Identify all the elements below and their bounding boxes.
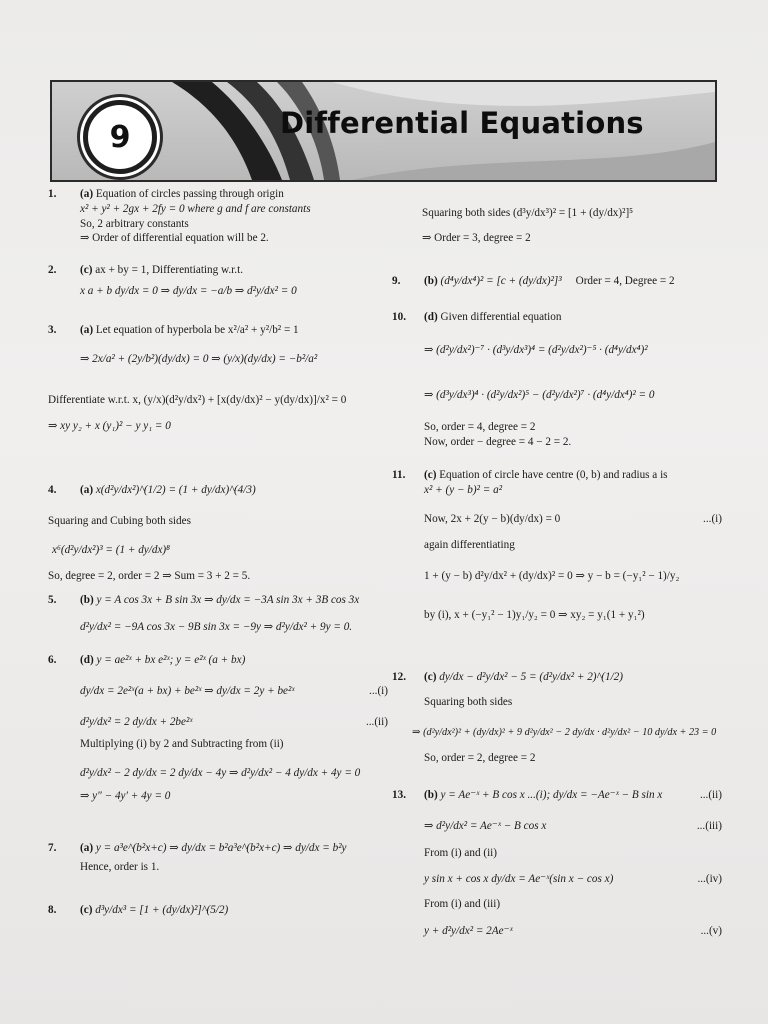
question-number: 5. <box>48 594 57 606</box>
question-number: 12. <box>392 671 406 683</box>
equation-line: d³y/dx³ = [1 + (dy/dx)²]^(5/2) <box>95 904 229 916</box>
equation-line: x(d²y/dx²)^(1/2) = (1 + dy/dx)^(4/3) <box>95 484 256 496</box>
text-line: Equation of circle have centre (0, b) and radius a is <box>439 469 668 481</box>
solution-5 <box>48 593 388 653</box>
left-column <box>48 187 388 933</box>
chapter-number-badge: 9 <box>83 100 157 174</box>
equation-tag: ...(i) <box>369 684 388 697</box>
equation-line: (d⁴y/dx⁴)² = [c + (dy/dx)²]³ <box>440 275 562 287</box>
text-line: So, order = 4, degree = 2 <box>424 421 536 434</box>
question-number: 1. <box>48 188 57 200</box>
text-line: Squaring and Cubing both sides <box>48 514 191 527</box>
answer-option: (a) <box>80 188 94 200</box>
equation-tag: ...(ii) <box>365 715 388 728</box>
text-line: Equation of circles passing through origin <box>95 188 284 200</box>
solution-9 <box>392 266 722 310</box>
equation-line: y = A cos 3x + B sin 3x ⇒ dy/dx = −3A sin 3x + 3B cos 3x <box>96 594 360 606</box>
equation-tag: ...(i) <box>703 512 722 525</box>
text-line: ax + by = 1, Differentiating w.r.t. <box>95 264 243 276</box>
text-line: So, 2 arbitrary constants <box>80 217 189 230</box>
answer-option: (b) <box>424 275 438 287</box>
solution-8 <box>48 893 388 933</box>
equation-line: y = a³e^(b²x+c) ⇒ dy/dx = b²a³e^(b²x+c) ⇒ dy/dx = b²y <box>95 842 347 854</box>
equation-tag: ...(iii) <box>696 819 722 832</box>
equation-line: y = ae²ˣ + bx e²ˣ; y = e²ˣ (a + bx) <box>96 654 246 666</box>
question-number: 9. <box>392 275 401 287</box>
solution-3 <box>48 323 388 473</box>
text-line: Let equation of hyperbola be x²/a² + y²/b² = 1 <box>95 324 299 336</box>
equation-line: y sin x + cos x dy/dx = Ae⁻ˣ(sin x − cos x) <box>424 873 614 886</box>
text-line: again differentiating <box>424 539 515 552</box>
text-line: From (i) and (ii) <box>424 846 498 859</box>
text-line: Order = 4, Degree = 2 <box>575 275 675 287</box>
solution-4 <box>48 473 388 593</box>
equation-line: ⇒ d²y/dx² = Ae⁻ˣ − B cos x <box>424 819 547 832</box>
solution-10 <box>392 310 722 468</box>
equation-line: ⇒ y″ − 4y′ + 4y = 0 <box>80 789 171 802</box>
answer-option: (c) <box>80 264 93 276</box>
answer-option: (d) <box>80 654 94 666</box>
solution-1 <box>48 187 388 263</box>
question-number: 3. <box>48 324 57 336</box>
equation-line: ⇒ (d²y/dx²)⁻⁷ · (d³y/dx³)⁴ = (d²y/dx²)⁻⁵ · (d⁴y/dx⁴)² <box>424 343 648 356</box>
equation-line: y + d²y/dx² = 2Ae⁻ˣ <box>424 924 513 937</box>
answer-option: (c) <box>424 469 437 481</box>
solution-12 <box>392 660 722 788</box>
equation-line: ⇒ xy y₂ + x (y₁)² − y y₁ = 0 <box>48 420 171 433</box>
equation-tag: ...(v) <box>700 924 722 937</box>
solution-13 <box>392 788 722 978</box>
solution-6 <box>48 653 388 841</box>
answer-option: (a) <box>80 484 94 496</box>
equation-line: y = Ae⁻ˣ + B cos x ...(i); dy/dx = −Ae⁻ˣ − B sin x <box>440 789 663 801</box>
text-line: From (i) and (iii) <box>424 898 501 911</box>
text-line: Hence, order is 1. <box>80 860 160 873</box>
equation-line: dy/dx − d²y/dx² − 5 = (d²y/dx² + 2)^(1/2) <box>439 671 623 683</box>
right-column <box>392 188 722 978</box>
question-number: 13. <box>392 789 406 801</box>
equation-line: d²y/dx² − 2 dy/dx = 2 dy/dx − 4y ⇒ d²y/dx² − 4 dy/dx + 4y = 0 <box>80 767 361 780</box>
answer-option: (a) <box>80 324 94 336</box>
equation-line: by (i), x + (−y₁² − 1)y₁/y₂ = 0 ⇒ xy₂ = y₁(1 + y₁²) <box>424 608 645 621</box>
question-number: 8. <box>48 904 57 916</box>
answer-option: (d) <box>424 311 438 323</box>
equation-line: Squaring both sides (d³y/dx³)² = [1 + (dy/dx)²]⁵ <box>422 207 634 219</box>
text-line: ⇒ Order of differential equation will be 2. <box>80 232 269 245</box>
equation-tag: ...(iv) <box>697 873 722 886</box>
text-line: So, order = 2, degree = 2 <box>424 752 536 765</box>
equation-line: 1 + (y − b) d²y/dx² + (dy/dx)² = 0 ⇒ y − b = (−y₁² − 1)/y₂ <box>424 570 680 583</box>
solution-11 <box>392 468 722 660</box>
equation-line: d²y/dx² = 2 dy/dx + 2be²ˣ <box>80 715 193 728</box>
equation-line: ⇒ (d³y/dx³)⁴ · (d²y/dx²)⁵ − (d²y/dx²)⁷ · (d⁴y/dx⁴)² = 0 <box>424 388 655 401</box>
solution-2 <box>48 263 388 323</box>
equation-line: Now, 2x + 2(y − b)(dy/dx) = 0 <box>424 512 561 525</box>
equation-line: x a + b dy/dx = 0 ⇒ dy/dx = −a/b ⇒ d²y/dx² = 0 <box>80 284 297 297</box>
answer-option: (c) <box>80 904 93 916</box>
text-line: Squaring both sides <box>424 695 513 708</box>
answer-option: (b) <box>80 594 94 606</box>
equation-line: ⇒ Order = 3, degree = 2 <box>422 231 531 244</box>
equation-line: x⁶(d²y/dx²)³ = (1 + dy/dx)⁸ <box>52 543 171 556</box>
question-number: 10. <box>392 311 406 323</box>
equation-line: d²y/dx² = −9A cos 3x − 9B sin 3x = −9y ⇒ d²y/dx² + 9y = 0. <box>80 620 353 633</box>
equation-line: Differentiate w.r.t. x, (y/x)(d²y/dx²) + [x(dy/dx)² − y(dy/dx)]/x² = 0 <box>48 393 347 406</box>
text-line: Now, order − degree = 4 − 2 = 2. <box>424 436 572 449</box>
question-number: 4. <box>48 484 57 496</box>
equation-line: x² + (y − b)² = a² <box>424 483 503 496</box>
equation-line: ⇒ 2x/a² + (2y/b²)(dy/dx) = 0 ⇒ (y/x)(dy/dx) = −b²/a² <box>80 352 318 365</box>
question-number: 6. <box>48 654 57 666</box>
question-number: 11. <box>392 469 406 481</box>
question-number: 7. <box>48 842 57 854</box>
text-line: Multiplying (i) by 2 and Subtracting from (ii) <box>80 738 284 751</box>
equation-line: dy/dx = 2e²ˣ(a + bx) + be²ˣ ⇒ dy/dx = 2y + be²ˣ <box>80 684 295 697</box>
equation-line: x² + y² + 2gx + 2fy = 0 where g and f are constants <box>80 202 311 215</box>
answer-option: (b) <box>424 789 438 801</box>
equation-line: ⇒ (d²y/dx²)² + (dy/dx)² + 9 d²y/dx² − 2 dy/dx · d²y/dx² − 10 dy/dx + 23 = 0 <box>412 726 717 738</box>
text-line: Given differential equation <box>440 311 562 323</box>
question-number: 2. <box>48 264 57 276</box>
chapter-title: Differential Equations <box>280 106 644 140</box>
text-line: So, degree = 2, order = 2 ⇒ Sum = 3 + 2 = 5. <box>48 570 251 583</box>
solution-8-continued <box>392 188 722 266</box>
answer-option: (a) <box>80 842 94 854</box>
equation-tag: ...(ii) <box>699 789 722 801</box>
answer-option: (c) <box>424 671 437 683</box>
solution-7 <box>48 841 388 893</box>
